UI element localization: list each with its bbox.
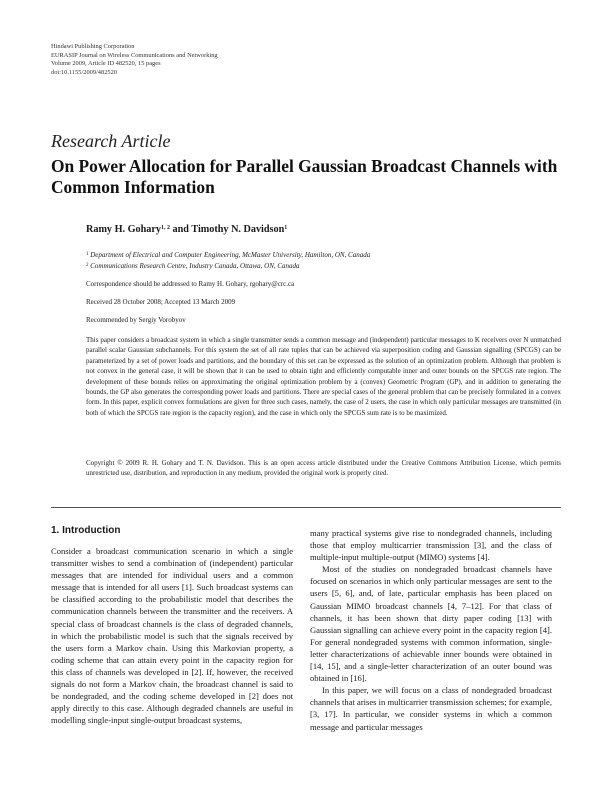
affiliation-mark: 2 <box>86 262 89 268</box>
received-dates: Received 28 October 2008; Accepted 13 March 2009 <box>86 298 236 306</box>
body-column-right <box>310 527 552 733</box>
paper-title: On Power Allocation for Parallel Gaussian Broadcast Channels with Common Information <box>51 156 558 197</box>
author-name: Ramy H. Gohary <box>86 224 161 235</box>
doi: doi:10.1155/2009/482520 <box>51 69 117 77</box>
author-name: Timothy N. Davidson <box>191 224 285 235</box>
author-separator: and <box>170 224 192 235</box>
author-affiliation-mark: 1, 2 <box>161 225 170 231</box>
body-paragraph: In this paper, we will focus on a class of nondegraded broadcast channels that arises in multicarrier transmission schemes; for example, [3, 17]. In particular, we consider systems in which a common message and particular messages <box>310 685 552 732</box>
volume-info: Volume 2009, Article ID 482520, 15 pages <box>51 60 161 68</box>
publisher-name: Hindawi Publishing Corporation <box>51 43 135 50</box>
author-affiliation-mark: 1 <box>284 225 288 231</box>
body-paragraph: Consider a broadcast communication scenario in which a single transmitter wishes to send a combination of (independent) particular messages that are intended for individual users and a common message that is intended for all users [1]. Such broadcast systems can be classified according to the probabilistic model that describes the communication channels between the transmitter and the receivers. A special class of broadcast channels is the class of degraded channels, in which the probabilistic model is such that the signals received by the users form a Markov chain. Using this Markovian property, a coding scheme that can attain every point in the capacity region for this class of channels was developed in [2]. If, however, the received signals do not form a Markov chain, the broadcast channel is said to be nondegraded, and the coding scheme developed in [2] does not apply directly to this case. Although degraded channels are useful in modelling single-input single-output broadcast systems, <box>51 546 293 726</box>
section-heading: 1. Introduction <box>51 525 121 536</box>
affiliation-item <box>86 250 370 261</box>
journal-name: EURASIP Journal on Wireless Communications and Networking <box>51 51 218 59</box>
copyright-notice: Copyright © 2009 R. H. Gohary and T. N. Davidson. This is an open access article distributed under the Creative Commons Attribution License, which permits unrestricted use, distribution, and reproduction in any medium, provided the original work is properly cited. <box>86 459 561 478</box>
correspondence: Correspondence should be addressed to Ramy H. Gohary, rgohary@crc.ca <box>86 280 295 288</box>
section-divider <box>51 507 561 508</box>
body-column-left <box>51 545 293 726</box>
author-list <box>86 224 287 235</box>
affiliation-text: Department of Electrical and Computer Engineering, McMaster University, Hamilton, ON, Canada <box>90 251 371 259</box>
affiliations <box>86 250 370 271</box>
abstract: This paper considers a broadcast system in which a single transmitter sends a common message and (independent) particular messages to K receivers over N unmatched parallel scalar Gaussian subchannels. For this system the set of all rate tuples that can be achieved via superposition coding and Gaussian signalling (SPCGS) can be parameterized by a set of power loads and partitions, and the boundary of this set can be expressed as the solution of an optimization problem. Although that problem is not convex in the general case, it will be shown that it can be used to obtain tight and efficiently computable inner and outer bounds on the SPCGS rate region. The development of these bounds relies on approximating the original optimization problem by a (convex) Geometric Program (GP), and in addition to generating the bounds, the GP also generates the corresponding power loads and partitions. There are special cases of the general problem that can be precisely formulated in a convex form. In this paper, explicit convex formulations are given for three such cases, namely, the case of 2 users, the case in which only particular messages are transmitted (in both of which the SPCGS rate region is the capacity region), and the case in which only the SPCGS sum rate is to be maximized. <box>86 336 561 417</box>
body-paragraph: Most of the studies on nondegraded broadcast channels have focused on scenarios in which only particular messages are sent to the users [5, 6], and, of late, particular emphasis has been placed on Gaussian MIMO broadcast channels [4, 7–12]. For that class of channels, it has been shown that dirty paper coding [13] with Gaussian signalling can achieve every point in the capacity region [4]. For general nondegraded systems with common information, single-letter characterizations of achievable inner bounds were obtained in [14, 15], and a single-letter characterization of an outer bound was obtained in [16]. <box>310 564 552 684</box>
affiliation-item <box>86 261 370 272</box>
affiliation-text: Communications Research Centre, Industry Canada, Ottawa, ON, Canada <box>90 261 300 270</box>
article-type: Research Article <box>51 131 171 151</box>
body-paragraph: many practical systems give rise to nondegraded channels, including those that employ multicarrier transmission [3], and the class of multiple-input multiple-output (MIMO) systems [4]. <box>310 528 552 563</box>
recommended-by: Recommended by Sergiy Vorobyov <box>86 316 186 324</box>
publication-header <box>51 43 218 78</box>
affiliation-mark: 1 <box>86 252 89 257</box>
